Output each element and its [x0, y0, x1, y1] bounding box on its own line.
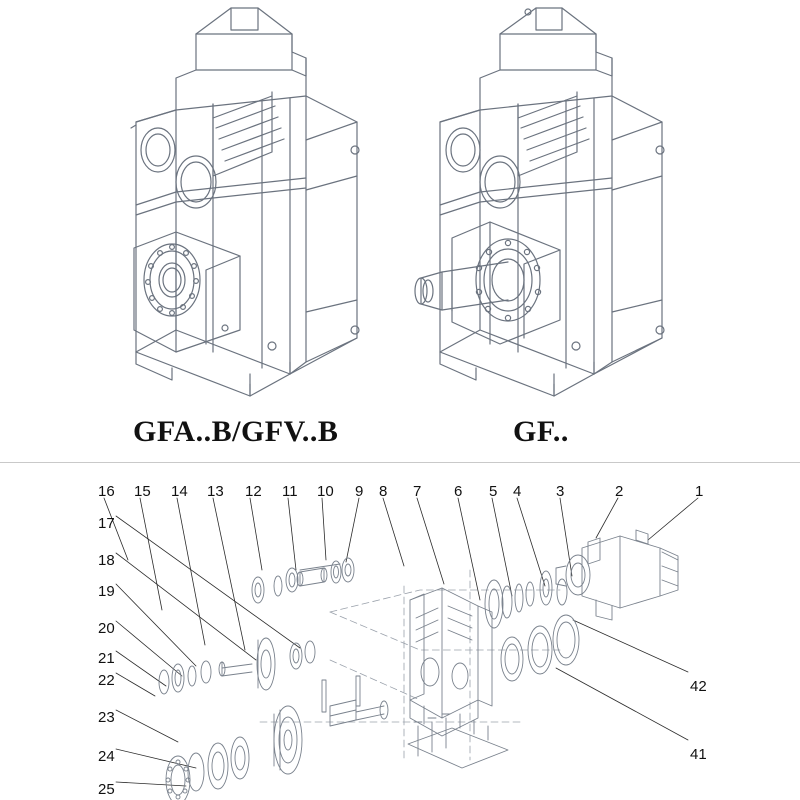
callout-2: 2 [615, 483, 624, 500]
main-housing-exploded [410, 588, 492, 736]
callout-7: 7 [413, 483, 422, 500]
callout-15: 15 [134, 483, 151, 500]
callout-13: 13 [207, 483, 224, 500]
leader-lines-top [104, 498, 698, 650]
leader-lines-right [556, 620, 688, 740]
callout-22: 22 [98, 672, 115, 689]
callout-8: 8 [379, 483, 388, 500]
caption-right-gearbox: GF.. [513, 415, 569, 448]
callout-9: 9 [355, 483, 364, 500]
motor-adapter-assembly [556, 530, 678, 620]
callout-3: 3 [556, 483, 565, 500]
callout-16: 16 [98, 483, 115, 500]
caption-left-gearbox: GFA..B/GFV..B [133, 415, 339, 448]
callout-41: 41 [690, 746, 707, 763]
callout-17: 17 [98, 515, 115, 532]
callout-25: 25 [98, 781, 115, 798]
discs-and-rings-right [485, 571, 579, 681]
callout-20: 20 [98, 620, 115, 637]
callout-6: 6 [454, 483, 463, 500]
callout-1: 1 [695, 483, 704, 500]
callout-18: 18 [98, 552, 115, 569]
callout-14: 14 [171, 483, 188, 500]
callout-24: 24 [98, 748, 115, 765]
callout-12: 12 [245, 483, 262, 500]
shafts-and-gears [159, 558, 388, 800]
leader-lines-left [116, 516, 300, 786]
callout-23: 23 [98, 709, 115, 726]
callout-5: 5 [489, 483, 498, 500]
callout-42: 42 [690, 678, 707, 695]
gear-wheel-middle [257, 638, 275, 690]
callout-10: 10 [317, 483, 334, 500]
callout-19: 19 [98, 583, 115, 600]
callout-21: 21 [98, 650, 115, 667]
callout-11: 11 [282, 483, 298, 500]
gear-wheel-large [274, 706, 302, 774]
callout-4: 4 [513, 483, 522, 500]
